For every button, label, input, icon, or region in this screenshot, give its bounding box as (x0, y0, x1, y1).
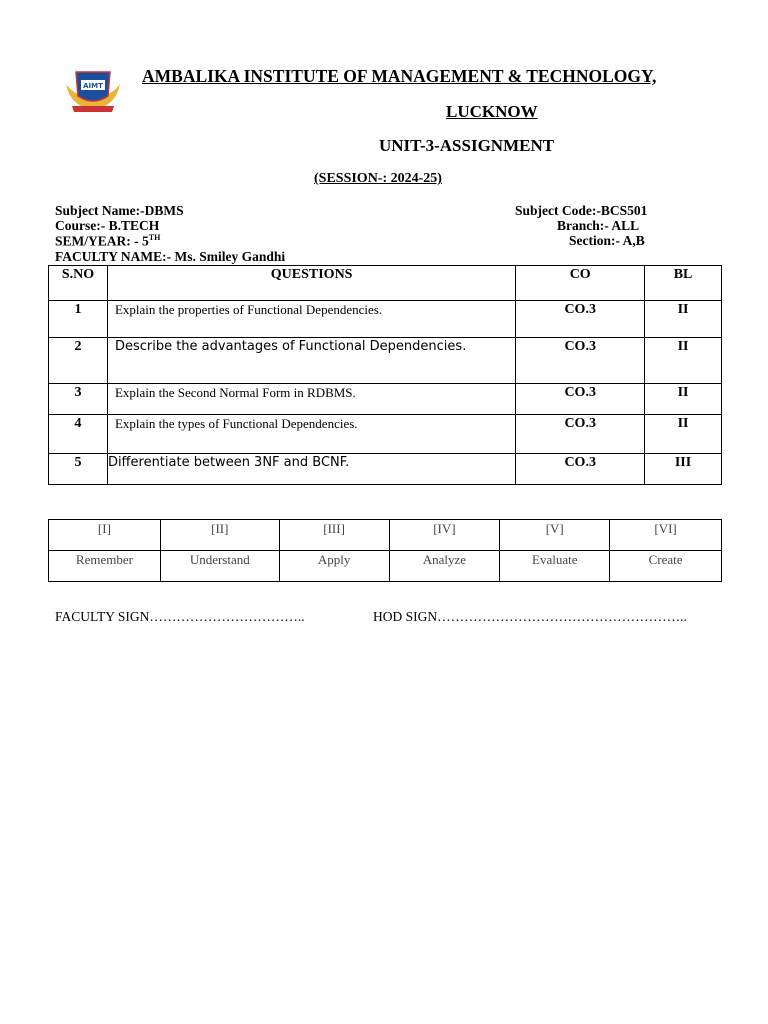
row-bl: II (645, 338, 722, 384)
bloom-level-2: [II] (160, 520, 279, 551)
bloom-levels-table (48, 519, 722, 582)
row-question: Explain the types of Functional Dependencies. (107, 415, 515, 454)
bloom-name-remember: Remember (49, 551, 161, 582)
row-bl: II (645, 384, 722, 415)
row-bl: II (645, 415, 722, 454)
session-label: (SESSION-: 2024-25) (314, 171, 442, 186)
institute-name: AMBALIKA INSTITUTE OF MANAGEMENT & TECHNOLOGY, (142, 66, 657, 86)
sem-year (55, 233, 160, 250)
bloom-name-evaluate: Evaluate (500, 551, 610, 582)
bloom-name-understand: Understand (160, 551, 279, 582)
institute-city: LUCKNOW (446, 102, 538, 121)
row-question: Differentiate between 3NF and BCNF. (107, 454, 515, 485)
section: Section:- A,B (569, 233, 645, 248)
row-co: CO.3 (516, 415, 645, 454)
bloom-level-1: [I] (49, 520, 161, 551)
svg-text:AIMT: AIMT (83, 82, 103, 90)
row-question: Describe the advantages of Functional Dependencies. (107, 338, 515, 384)
bloom-name-analyze: Analyze (389, 551, 500, 582)
hod-sign: HOD SIGN……………………………………………….. (373, 609, 687, 624)
faculty-sign: FACULTY SIGN…………………………….. (55, 609, 305, 624)
bloom-level-row (49, 520, 722, 551)
bloom-name-row (49, 551, 722, 582)
assignment-title: UNIT-3-ASSIGNMENT (379, 136, 555, 155)
row-sno: 1 (49, 301, 108, 338)
table-row (49, 384, 722, 415)
branch: Branch:- ALL (557, 218, 640, 233)
questions-table (48, 265, 722, 485)
bloom-level-5: [V] (500, 520, 610, 551)
row-question: Explain the Second Normal Form in RDBMS. (107, 384, 515, 415)
bloom-level-6: [VI] (610, 520, 722, 551)
row-sno: 4 (49, 415, 108, 454)
table-row (49, 415, 722, 454)
table-row (49, 301, 722, 338)
row-co: CO.3 (516, 454, 645, 485)
bloom-level-4: [IV] (389, 520, 500, 551)
header-sno: S.NO (49, 266, 108, 301)
table-header-row (49, 266, 722, 301)
row-sno: 5 (49, 454, 108, 485)
row-co: CO.3 (516, 338, 645, 384)
bloom-level-3: [III] (279, 520, 389, 551)
header-co: CO (516, 266, 645, 301)
header-bl: BL (645, 266, 722, 301)
row-bl: II (645, 301, 722, 338)
row-sno: 2 (49, 338, 108, 384)
row-question: Explain the properties of Functional Dependencies. (107, 301, 515, 338)
bloom-name-apply: Apply (279, 551, 389, 582)
course: Course:- B.TECH (55, 218, 160, 233)
row-bl: III (645, 454, 722, 485)
bloom-name-create: Create (610, 551, 722, 582)
subject-name: Subject Name:-DBMS (55, 203, 184, 218)
row-co: CO.3 (516, 384, 645, 415)
table-row (49, 338, 722, 384)
header-questions: QUESTIONS (107, 266, 515, 301)
institute-logo (62, 66, 124, 114)
sem-year-text: SEM/YEAR: - 5 (55, 233, 149, 249)
faculty-name: FACULTY NAME:- Ms. Smiley Gandhi (55, 249, 286, 264)
row-co: CO.3 (516, 301, 645, 338)
sem-year-sup: TH (148, 233, 161, 242)
table-row (49, 454, 722, 485)
subject-code: Subject Code:-BCS501 (515, 203, 648, 218)
row-sno: 3 (49, 384, 108, 415)
